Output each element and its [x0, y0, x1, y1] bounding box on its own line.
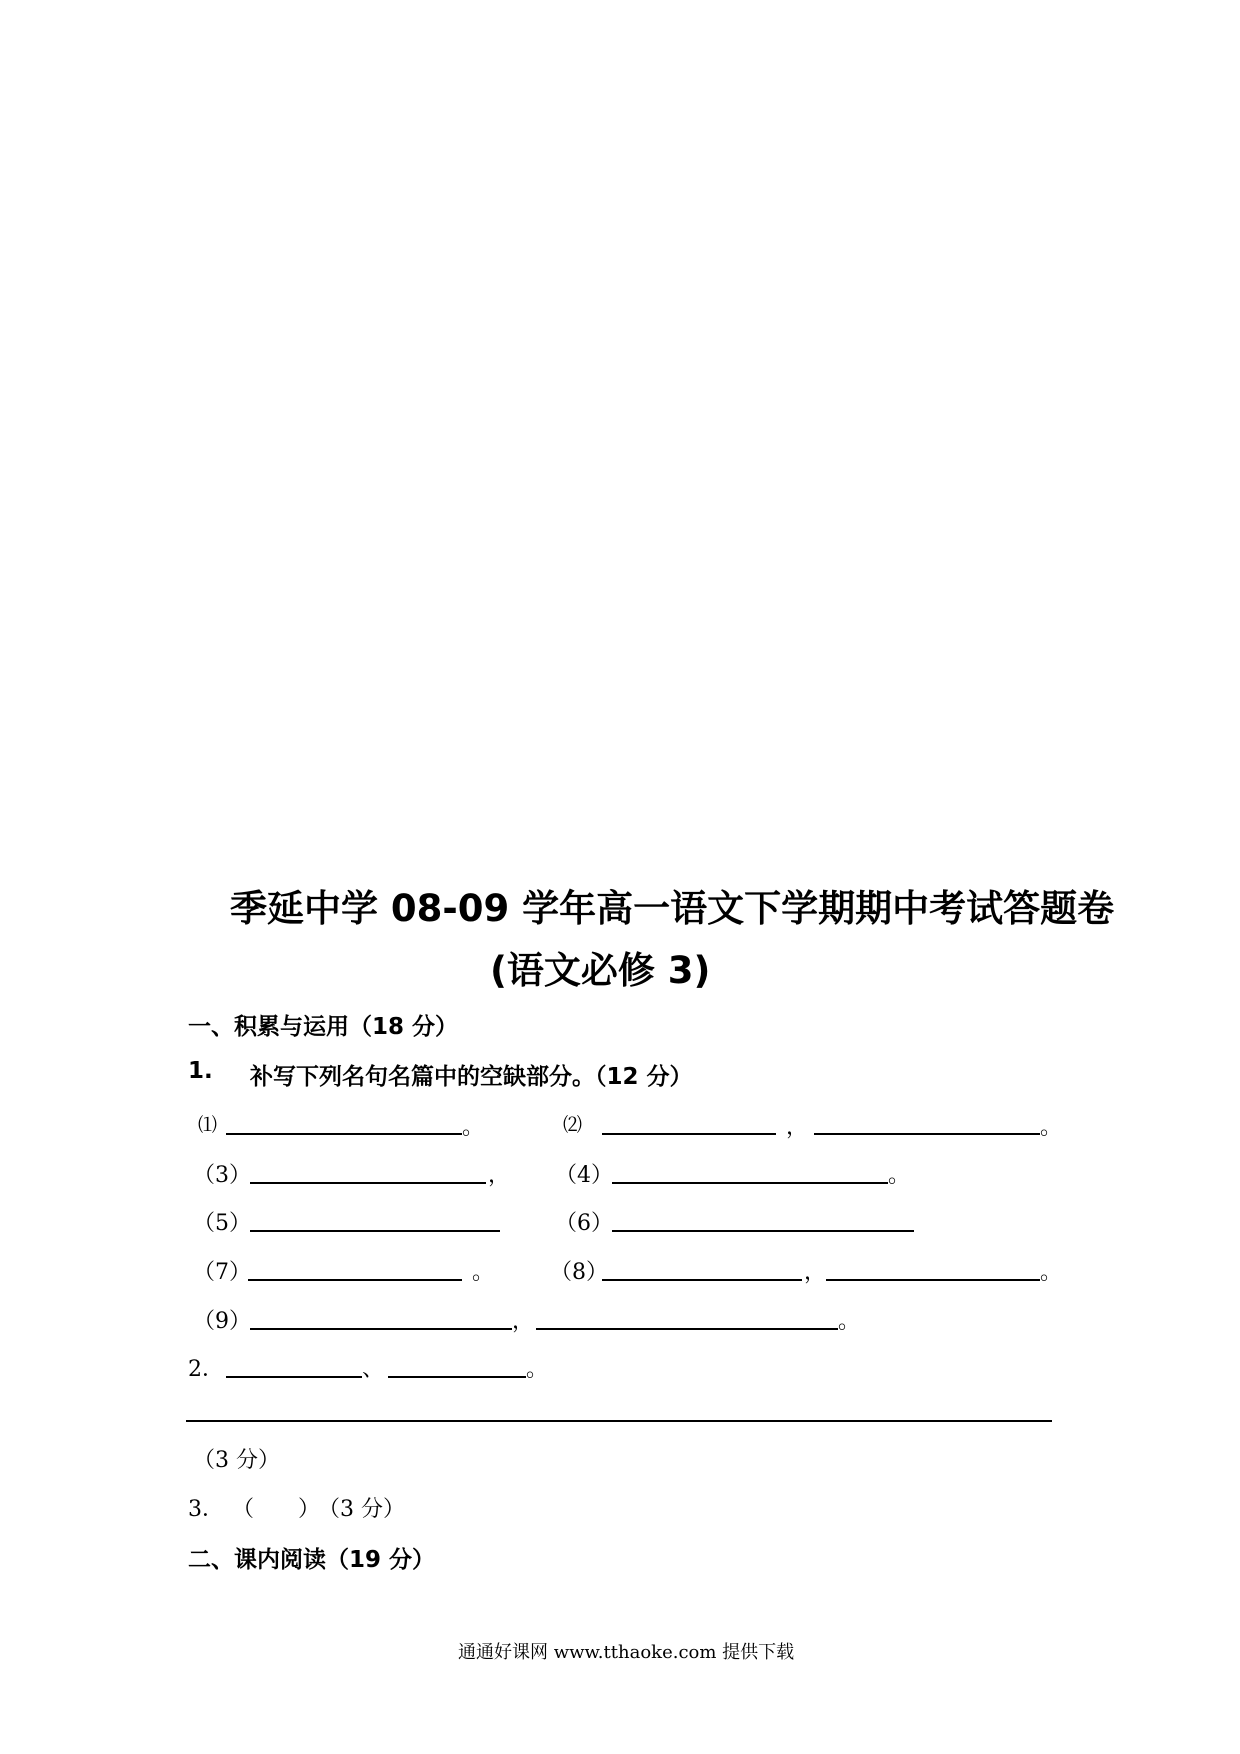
item-1-blank[interactable]: [226, 1133, 462, 1135]
item-7-label: （7）: [193, 1260, 251, 1285]
q3-answer-bracket[interactable]: （ ）: [232, 1497, 321, 1522]
item-8-blank-b[interactable]: [826, 1279, 1040, 1281]
item-8-label: （8）: [550, 1260, 608, 1285]
q2-end: 。: [526, 1357, 549, 1382]
item-3-comma: ，: [488, 1163, 511, 1188]
item-7-period: 。: [472, 1260, 495, 1285]
item-2-period: 。: [1040, 1115, 1063, 1140]
item-4-label: （4）: [555, 1163, 613, 1188]
item-8-comma: ，: [804, 1260, 827, 1285]
q2-blank-b[interactable]: [388, 1376, 526, 1378]
item-9-blank-a[interactable]: [250, 1328, 512, 1330]
q3-score: （3 分）: [318, 1497, 405, 1522]
q2-sep: 、: [362, 1357, 385, 1382]
item-9-comma: ，: [512, 1309, 535, 1334]
item-9-blank-b[interactable]: [536, 1328, 838, 1330]
q2-answer-line[interactable]: [186, 1420, 1052, 1422]
q2-blank-a[interactable]: [226, 1376, 362, 1378]
page-title: 季延中学 08-09 学年高一语文下学期期中考试答题卷: [230, 887, 1115, 930]
item-7-blank[interactable]: [248, 1279, 462, 1281]
section2-heading: 二、课内阅读（19 分）: [188, 1547, 436, 1573]
item-5-label: （5）: [193, 1211, 251, 1236]
item-2-label: ⑵: [563, 1114, 583, 1136]
q2-score: （3 分）: [193, 1448, 280, 1473]
item-4-blank[interactable]: [612, 1182, 888, 1184]
q2-label: 2．: [188, 1357, 224, 1382]
item-3-label: （3）: [193, 1163, 251, 1188]
item-2-blank-b[interactable]: [814, 1133, 1040, 1135]
item-2-comma: ，: [786, 1115, 809, 1140]
item-1-label: ⑴: [198, 1114, 218, 1136]
item-2-blank-a[interactable]: [602, 1133, 776, 1135]
q1-text: 补写下列名句名篇中的空缺部分。（12 分）: [250, 1064, 693, 1090]
item-6-blank[interactable]: [612, 1230, 914, 1232]
q3-label: 3．: [188, 1497, 224, 1522]
item-1-period: 。: [462, 1115, 485, 1140]
page-footer: 通通好课网 www.tthaoke.com 提供下载: [458, 1642, 795, 1663]
item-9-label: （9）: [193, 1309, 251, 1334]
item-9-period: 。: [838, 1309, 861, 1334]
item-3-blank[interactable]: [250, 1182, 486, 1184]
item-4-period: 。: [888, 1163, 911, 1188]
item-5-blank[interactable]: [250, 1230, 500, 1232]
item-8-period: 。: [1040, 1260, 1063, 1285]
item-6-label: （6）: [555, 1211, 613, 1236]
q1-number: 1.: [188, 1058, 213, 1084]
item-8-blank-a[interactable]: [602, 1279, 802, 1281]
page-subtitle: (语文必修 3): [490, 949, 711, 992]
section1-heading: 一、积累与运用（18 分）: [188, 1014, 459, 1040]
